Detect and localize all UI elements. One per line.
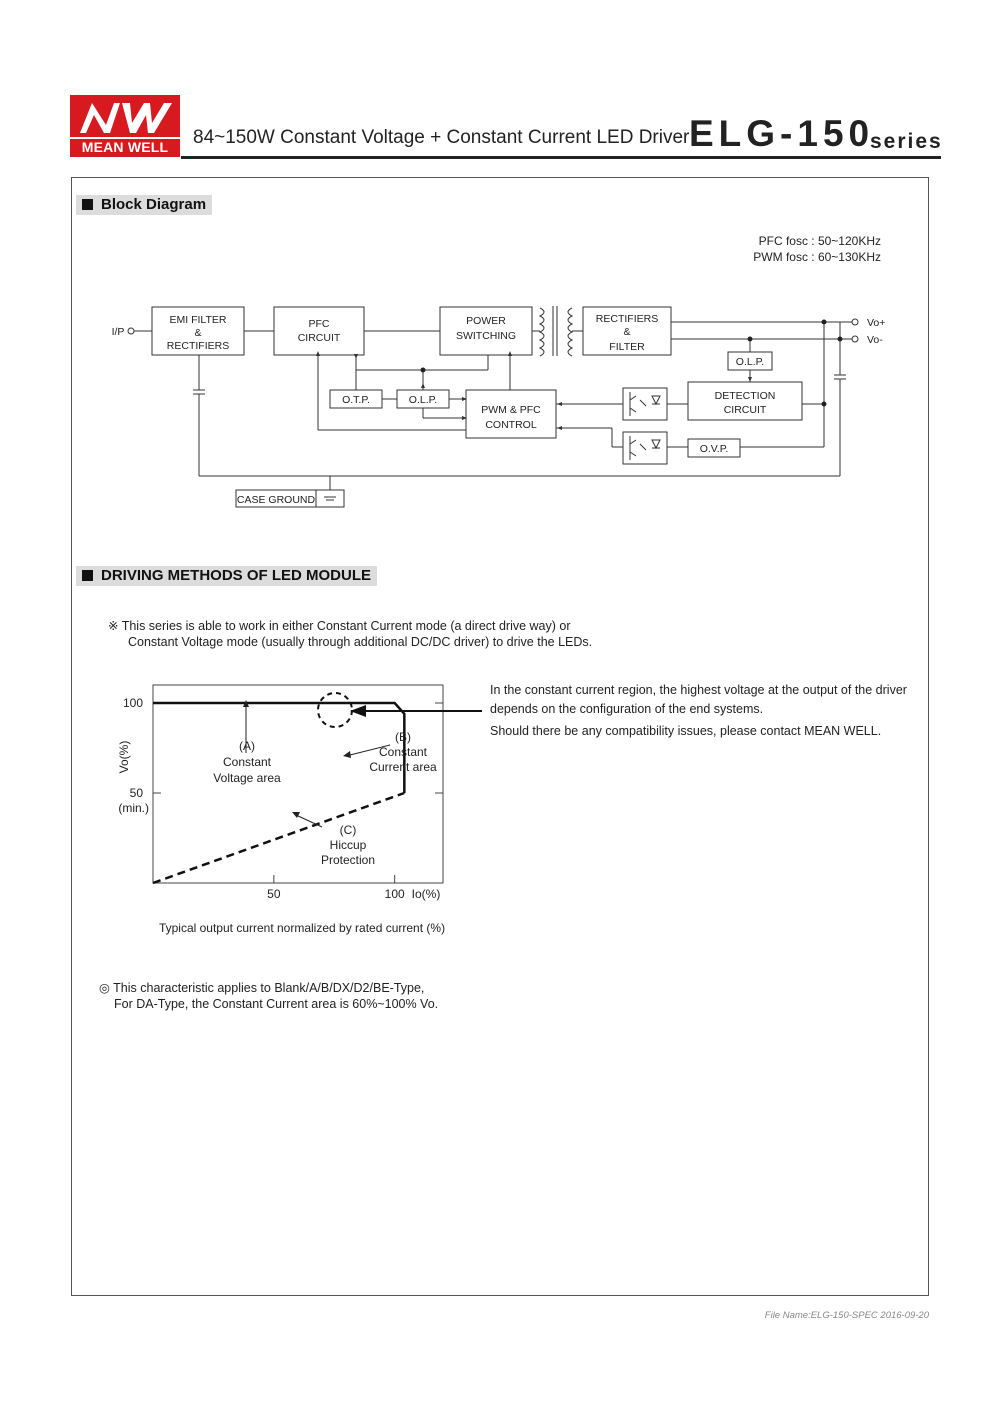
rect-label-1: RECTIFIERS (595, 313, 659, 325)
callout-arrowhead-icon (350, 705, 366, 717)
emi-label-3: RECTIFIERS (166, 340, 230, 352)
output-positive-label: Vo+ (867, 317, 886, 329)
power-label-1: POWER (466, 315, 506, 327)
annotation-c-line-3: Protection (320, 853, 376, 867)
cc-description-line-3: Should there be any compatibility issues, please contact MEAN WELL. (490, 724, 882, 738)
input-label: I/P (111, 326, 125, 338)
driving-methods-title: DRIVING METHODS OF LED MODULE (101, 567, 371, 584)
rect-label-2: & (623, 326, 631, 338)
olp-mid-label: O.L.P. (408, 394, 438, 406)
y-tick-label-0: 100 (122, 696, 143, 710)
annotation-c-id: (C) (339, 823, 357, 837)
model-name: ELG-150 (689, 113, 875, 154)
x-tick-label-1: 100 (384, 887, 405, 901)
annotation-a-id: (A) (239, 739, 255, 753)
annotation-b-line-3: Current area (369, 760, 437, 774)
document-subtitle: 84~150W Constant Voltage + Constant Current LED Driver (193, 127, 690, 148)
power-label-2: SWITCHING (455, 330, 517, 342)
annotation-b-line-2: Constant (378, 745, 428, 759)
rect-label-3: FILTER (609, 341, 645, 353)
ovp-label: O.V.P. (699, 443, 729, 455)
olp-top-label: O.L.P. (735, 356, 765, 368)
footnote-line-1: ◎ This characteristic applies to Blank/A/B/DX/D2/BE-Type, (99, 981, 425, 995)
cc-description-line-2: depends on the configuration of the end systems. (490, 702, 764, 716)
callout-arrow (340, 700, 490, 720)
series-label: series (870, 130, 943, 153)
series-note-line-1: ※ This series is able to work in either Constant Current mode (a direct drive way) or (108, 619, 571, 633)
annotation-c-line-2: Hiccup (329, 838, 367, 852)
detection-label-2: CIRCUIT (723, 404, 767, 416)
pfc-circuit-block (274, 307, 364, 355)
block-diagram (0, 0, 1000, 520)
annotation-a-line-2: Constant (222, 755, 272, 769)
annotation-b-id: (B) (395, 730, 411, 744)
x-axis-unit-label: Io(%) (411, 887, 441, 901)
y-tick-label-1: 50 (129, 786, 143, 800)
emi-label-2: & (194, 327, 202, 339)
detection-label-1: DETECTION (714, 390, 776, 402)
otp-label: O.T.P. (342, 394, 370, 406)
block-diagram-title: Block Diagram (101, 196, 207, 213)
output-negative-label: Vo- (867, 334, 883, 346)
pwm-label-2: CONTROL (485, 419, 537, 431)
pfc-frequency: PFC fosc : 50~120KHz (758, 234, 881, 248)
bullet-square-icon (82, 570, 93, 581)
series-note-line-2: Constant Voltage mode (usually through additional DC/DC driver) to drive the LEDs. (128, 635, 593, 649)
pfc-label-1: PFC (308, 318, 330, 330)
emi-label-1: EMI FILTER (169, 314, 227, 326)
pfc-label-2: CIRCUIT (297, 332, 341, 344)
pwm-label-1: PWM & PFC (481, 404, 541, 416)
series-line-1 (153, 793, 404, 883)
driving-methods-heading (76, 566, 377, 586)
case-ground-label: CASE GROUND (236, 494, 316, 506)
file-name-footer: File Name:ELG-150-SPEC 2016-09-20 (764, 1310, 929, 1321)
y-tick-sublabel-1: (min.) (118, 801, 149, 815)
footnote-line-2: For DA-Type, the Constant Current area is 60%~100% Vo. (114, 997, 439, 1011)
cc-description-line-1: In the constant current region, the highest voltage at the output of the driver (490, 683, 907, 697)
y-axis-label: Vo(%) (117, 740, 131, 774)
x-tick-label-0: 50 (267, 887, 281, 901)
annotation-a-line-3: Voltage area (213, 771, 281, 785)
logo-text: MEAN WELL (70, 137, 180, 155)
x-axis-label: Typical output current normalized by rated current (%) (158, 921, 446, 935)
pwm-frequency: PWM fosc : 60~130KHz (753, 250, 881, 264)
